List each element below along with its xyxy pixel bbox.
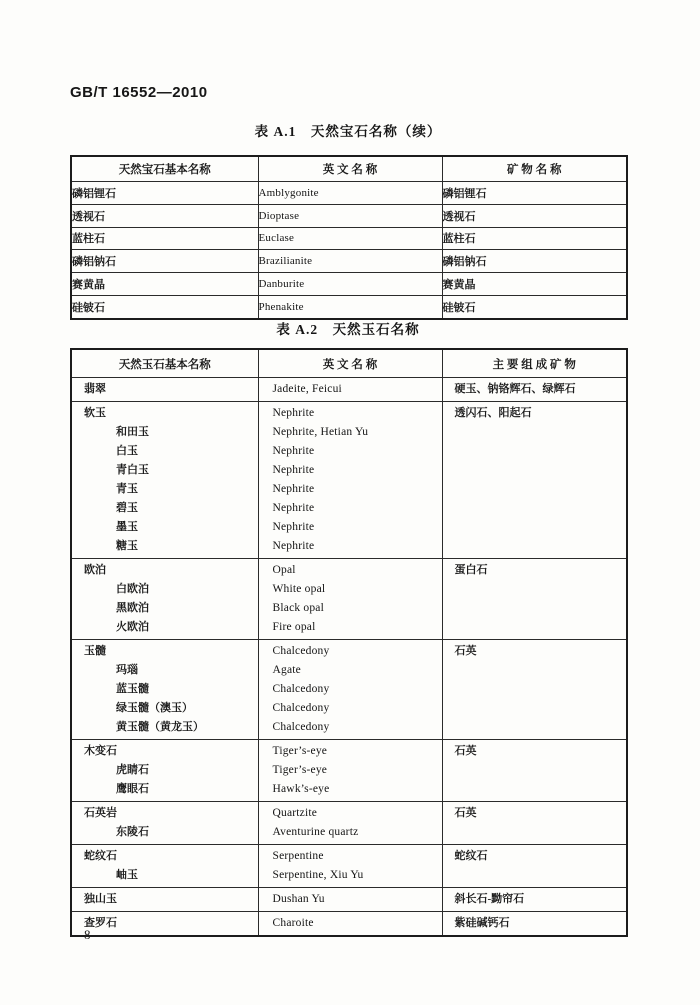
header-row [71, 349, 627, 378]
doc-number: GB/T 16552—2010 [70, 84, 208, 101]
entry-line-en: Chalcedony [272, 702, 330, 714]
entry-line-cn: 查罗石 [84, 917, 117, 929]
entry-minerals: 斜长石-黝帘石 [454, 893, 525, 905]
entry-line-cn: 岫玉 [116, 869, 138, 881]
entry-line-en: Chalcedony [272, 721, 330, 733]
entry-line-cn: 绿玉髓（澳玉） [116, 702, 193, 714]
cell-basic-name [71, 912, 258, 937]
entry-line-cn: 碧玉 [116, 502, 138, 514]
entry-line-cn: 蛇纹石 [84, 850, 117, 862]
table-a1-body [71, 182, 627, 319]
entry-line-cn: 鹰眼石 [116, 783, 149, 795]
cell-minerals [442, 912, 627, 937]
entry-minerals: 透闪石、阳起石 [454, 407, 532, 419]
entry-line-cn: 欧泊 [84, 564, 106, 576]
entry-line-en: Nephrite [272, 502, 315, 514]
table-group-row [71, 845, 627, 888]
table-group-row [71, 912, 627, 937]
column-header: 天然玉石基本名称 [71, 349, 258, 378]
entry-line-en: Dushan Yu [272, 893, 325, 905]
cell-minerals [442, 559, 627, 640]
cell-english-name: Brazilianite [258, 250, 442, 273]
table-a1-title: 表 A.1 天然宝石名称（续） [254, 124, 442, 139]
table-a2 [70, 348, 628, 937]
cell-basic-name: 磷铝锂石 [71, 182, 258, 205]
cell-minerals [442, 640, 627, 740]
page-number: 8 [84, 927, 91, 942]
cell-english-name: Danburite [258, 273, 442, 296]
cell-basic-name [71, 740, 258, 802]
cell-english-name [258, 912, 442, 937]
column-header: 英 文 名 称 [258, 156, 442, 182]
cell-basic-name: 蓝柱石 [71, 227, 258, 250]
cell-english-name [258, 802, 442, 845]
entry-line-cn: 虎睛石 [116, 764, 149, 776]
cell-basic-name: 赛黄晶 [71, 273, 258, 296]
entry-minerals: 蛋白石 [454, 564, 488, 576]
table-group-row [71, 740, 627, 802]
column-header: 英 文 名 称 [258, 349, 442, 378]
table-row [71, 273, 627, 296]
entry-line-en: White opal [272, 583, 326, 595]
entry-line-en: Quartzite [272, 807, 318, 819]
table-row [71, 204, 627, 227]
entry-line-en: Charoite [272, 917, 314, 929]
cell-basic-name [71, 802, 258, 845]
table-a2-header [71, 349, 627, 378]
entry-line-cn: 玉髓 [84, 645, 106, 657]
entry-minerals: 硬玉、钠铬辉石、绿辉石 [454, 383, 576, 395]
cell-basic-name [71, 640, 258, 740]
entry-minerals: 紫硅碱钙石 [454, 917, 510, 929]
cell-mineral-name: 赛黄晶 [442, 273, 627, 296]
cell-minerals [442, 888, 627, 912]
cell-mineral-name: 透视石 [442, 204, 627, 227]
cell-english-name: Euclase [258, 227, 442, 250]
cell-basic-name [71, 845, 258, 888]
header-row [71, 156, 627, 182]
cell-basic-name: 透视石 [71, 204, 258, 227]
entry-line-en: Tiger’s-eye [272, 745, 328, 757]
cell-english-name: Phenakite [258, 295, 442, 318]
cell-minerals [442, 802, 627, 845]
table-group-row [71, 802, 627, 845]
entry-line-cn: 玛瑙 [116, 664, 138, 676]
cell-english-name [258, 378, 442, 402]
entry-line-cn: 糖玉 [116, 540, 138, 552]
entry-line-cn: 白玉 [116, 445, 138, 457]
table-row [71, 295, 627, 318]
table-group-row [71, 402, 627, 559]
entry-line-en: Hawk’s-eye [272, 783, 330, 795]
entry-line-cn: 软玉 [84, 407, 106, 419]
cell-minerals [442, 845, 627, 888]
entry-line-cn: 东陵石 [116, 826, 149, 838]
cell-basic-name [71, 378, 258, 402]
cell-english-name: Dioptase [258, 204, 442, 227]
entry-line-en: Serpentine [272, 850, 324, 862]
entry-line-en: Opal [272, 564, 296, 576]
entry-line-cn: 独山玉 [84, 893, 117, 905]
entry-line-cn: 墨玉 [116, 521, 138, 533]
entry-line-en: Nephrite [272, 445, 315, 457]
column-header: 天然宝石基本名称 [71, 156, 258, 182]
entry-minerals: 石英 [454, 745, 477, 757]
table-a1-header [71, 156, 627, 182]
cell-basic-name: 磷铝钠石 [71, 250, 258, 273]
entry-minerals: 石英 [454, 807, 477, 819]
table-group-row [71, 640, 627, 740]
entry-line-en: Nephrite [272, 407, 315, 419]
cell-minerals [442, 378, 627, 402]
cell-minerals [442, 740, 627, 802]
entry-line-en: Fire opal [272, 621, 316, 633]
entry-line-en: Serpentine, Xiu Yu [272, 869, 364, 881]
cell-minerals [442, 402, 627, 559]
cell-english-name [258, 888, 442, 912]
cell-english-name: Amblygonite [258, 182, 442, 205]
entry-line-cn: 木变石 [84, 745, 117, 757]
cell-mineral-name: 蓝柱石 [442, 227, 627, 250]
entry-line-cn: 白欧泊 [116, 583, 149, 595]
cell-english-name [258, 559, 442, 640]
entry-line-cn: 蓝玉髓 [116, 683, 149, 695]
column-header: 主 要 组 成 矿 物 [442, 349, 627, 378]
cell-english-name [258, 402, 442, 559]
column-header: 矿 物 名 称 [442, 156, 627, 182]
entry-line-en: Nephrite, Hetian Yu [272, 426, 369, 438]
entry-line-en: Jadeite, Feicui [272, 383, 342, 395]
entry-line-en: Agate [272, 664, 301, 676]
table-row [71, 227, 627, 250]
entry-line-en: Aventurine quartz [272, 826, 359, 838]
entry-line-cn: 和田玉 [116, 426, 149, 438]
table-a2-title: 表 A.2 天然玉石名称 [276, 322, 420, 337]
cell-mineral-name: 磷铝钠石 [442, 250, 627, 273]
cell-basic-name [71, 559, 258, 640]
entry-line-cn: 青玉 [116, 483, 138, 495]
table-group-row [71, 559, 627, 640]
table-a2-body [71, 378, 627, 937]
entry-minerals: 石英 [454, 645, 477, 657]
cell-mineral-name: 磷铝锂石 [442, 182, 627, 205]
entry-line-cn: 翡翠 [84, 383, 106, 395]
cell-mineral-name: 硅铍石 [442, 295, 627, 318]
cell-basic-name [71, 888, 258, 912]
entry-line-en: Chalcedony [272, 645, 330, 657]
cell-english-name [258, 740, 442, 802]
entry-line-en: Tiger’s-eye [272, 764, 328, 776]
cell-english-name [258, 845, 442, 888]
cell-basic-name: 硅铍石 [71, 295, 258, 318]
entry-line-cn: 火欧泊 [116, 621, 149, 633]
entry-line-en: Nephrite [272, 521, 315, 533]
entry-minerals: 蛇纹石 [454, 850, 488, 862]
entry-line-en: Nephrite [272, 483, 315, 495]
entry-line-en: Nephrite [272, 540, 315, 552]
table-row [71, 250, 627, 273]
cell-english-name [258, 640, 442, 740]
entry-line-en: Black opal [272, 602, 324, 614]
table-group-row [71, 378, 627, 402]
entry-line-en: Chalcedony [272, 683, 330, 695]
entry-line-cn: 黄玉髓（黄龙玉） [116, 721, 204, 733]
entry-line-cn: 黑欧泊 [116, 602, 149, 614]
entry-line-cn: 石英岩 [84, 807, 117, 819]
table-a1 [70, 155, 628, 320]
cell-basic-name [71, 402, 258, 559]
entry-line-en: Nephrite [272, 464, 315, 476]
table-row [71, 182, 627, 205]
table-group-row [71, 888, 627, 912]
entry-line-cn: 青白玉 [116, 464, 149, 476]
